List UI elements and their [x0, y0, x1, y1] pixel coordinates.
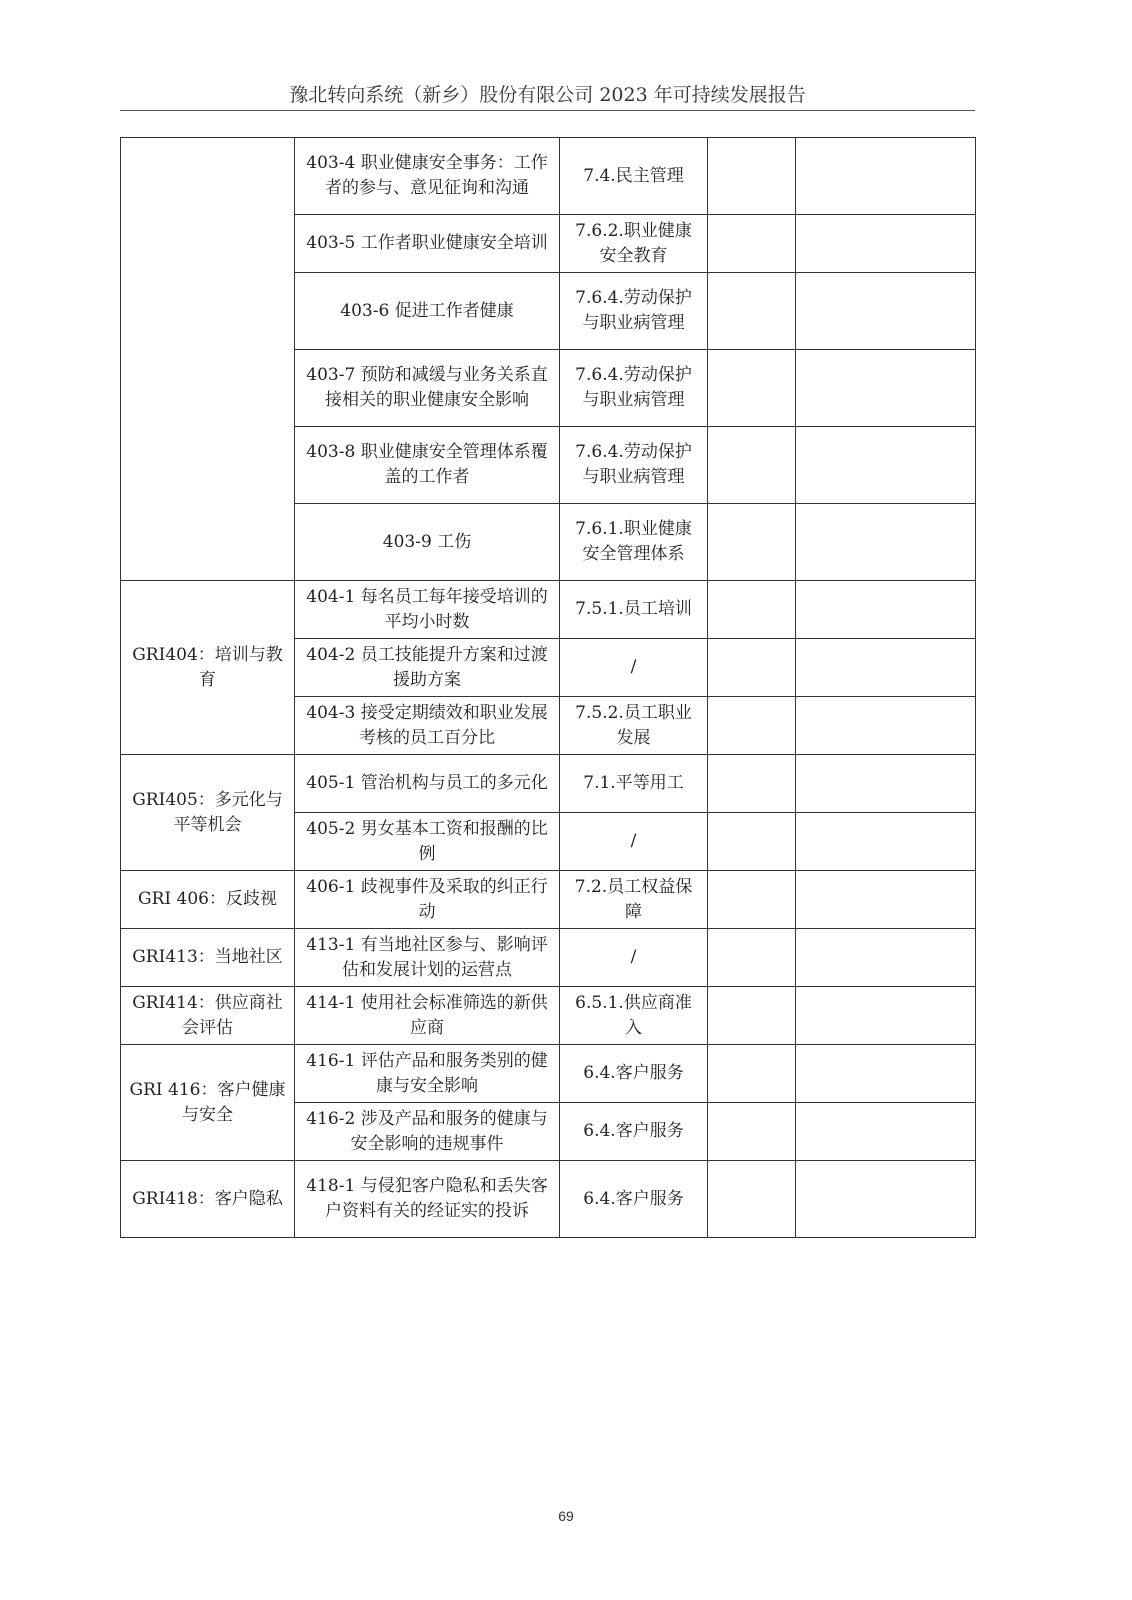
- empty-cell: [796, 1045, 976, 1103]
- empty-cell: [796, 639, 976, 697]
- empty-cell: [796, 581, 976, 639]
- section-cell: 7.6.4.劳动保护与职业病管理: [560, 273, 708, 350]
- table-row: [121, 581, 976, 639]
- report-header-title: 豫北转向系统（新乡）股份有限公司 2023 年可持续发展报告: [289, 84, 806, 106]
- empty-cell: [708, 697, 796, 755]
- empty-cell: [796, 755, 976, 813]
- gri-index-table: [120, 137, 976, 1238]
- empty-cell: [796, 350, 976, 427]
- category-cell: GRI418：客户隐私: [121, 1161, 295, 1238]
- disclosure-cell: 404-3 接受定期绩效和职业发展考核的员工百分比: [295, 697, 560, 755]
- empty-cell: [796, 697, 976, 755]
- disclosure-cell: 416-1 评估产品和服务类别的健康与安全影响: [295, 1045, 560, 1103]
- section-cell: /: [560, 929, 708, 987]
- table-row: [121, 1161, 976, 1238]
- section-cell: 7.2.员工权益保障: [560, 871, 708, 929]
- empty-cell: [796, 215, 976, 273]
- empty-cell: [708, 350, 796, 427]
- table-row: [121, 138, 976, 215]
- disclosure-cell: 413-1 有当地社区参与、影响评估和发展计划的运营点: [295, 929, 560, 987]
- section-cell: 7.6.4.劳动保护与职业病管理: [560, 427, 708, 504]
- disclosure-cell: 418-1 与侵犯客户隐私和丢失客户资料有关的经证实的投诉: [295, 1161, 560, 1238]
- section-cell: 7.5.1.员工培训: [560, 581, 708, 639]
- empty-cell: [708, 987, 796, 1045]
- empty-cell: [708, 1045, 796, 1103]
- section-cell: 6.4.客户服务: [560, 1103, 708, 1161]
- section-cell: 7.6.4.劳动保护与职业病管理: [560, 350, 708, 427]
- section-cell: 6.4.客户服务: [560, 1045, 708, 1103]
- empty-cell: [796, 1161, 976, 1238]
- section-cell: 7.6.1.职业健康安全管理体系: [560, 504, 708, 581]
- empty-cell: [796, 427, 976, 504]
- section-cell: 6.5.1.供应商准入: [560, 987, 708, 1045]
- table-row: [121, 929, 976, 987]
- category-cell: GRI404：培训与教育: [121, 581, 295, 755]
- disclosure-cell: 403-6 促进工作者健康: [295, 273, 560, 350]
- table-row: [121, 871, 976, 929]
- category-cell: GRI405：多元化与平等机会: [121, 755, 295, 871]
- section-cell: 6.4.客户服务: [560, 1161, 708, 1238]
- disclosure-cell: 405-1 管治机构与员工的多元化: [295, 755, 560, 813]
- disclosure-cell: 404-1 每名员工每年接受培训的平均小时数: [295, 581, 560, 639]
- disclosure-cell: 403-7 预防和减缓与业务关系直接相关的职业健康安全影响: [295, 350, 560, 427]
- empty-cell: [708, 138, 796, 215]
- disclosure-cell: 403-5 工作者职业健康安全培训: [295, 215, 560, 273]
- section-cell: 7.6.2.职业健康安全教育: [560, 215, 708, 273]
- disclosure-cell: 403-9 工伤: [295, 504, 560, 581]
- category-cell: GRI413：当地社区: [121, 929, 295, 987]
- disclosure-cell: 406-1 歧视事件及采取的纠正行动: [295, 871, 560, 929]
- table-row: [121, 755, 976, 813]
- header-divider: [120, 110, 975, 111]
- empty-cell: [796, 929, 976, 987]
- empty-cell: [796, 1103, 976, 1161]
- empty-cell: [708, 1161, 796, 1238]
- empty-cell: [708, 871, 796, 929]
- table-row: [121, 987, 976, 1045]
- empty-cell: [708, 639, 796, 697]
- empty-cell: [796, 813, 976, 871]
- empty-cell: [708, 504, 796, 581]
- disclosure-cell: 404-2 员工技能提升方案和过渡援助方案: [295, 639, 560, 697]
- disclosure-cell: 416-2 涉及产品和服务的健康与安全影响的违规事件: [295, 1103, 560, 1161]
- section-cell: 7.5.2.员工职业发展: [560, 697, 708, 755]
- empty-cell: [708, 929, 796, 987]
- disclosure-cell: 414-1 使用社会标准筛选的新供应商: [295, 987, 560, 1045]
- empty-cell: [708, 215, 796, 273]
- empty-cell: [708, 813, 796, 871]
- disclosure-cell: 405-2 男女基本工资和报酬的比例: [295, 813, 560, 871]
- empty-cell: [708, 755, 796, 813]
- empty-cell: [708, 1103, 796, 1161]
- disclosure-cell: 403-4 职业健康安全事务：工作者的参与、意见征询和沟通: [295, 138, 560, 215]
- category-cell: [121, 138, 295, 581]
- empty-cell: [708, 427, 796, 504]
- category-cell: GRI 406：反歧视: [121, 871, 295, 929]
- section-cell: 7.1.平等用工: [560, 755, 708, 813]
- category-cell: GRI414：供应商社会评估: [121, 987, 295, 1045]
- page-number: 69: [558, 1508, 574, 1524]
- empty-cell: [796, 504, 976, 581]
- empty-cell: [796, 273, 976, 350]
- section-cell: 7.4.民主管理: [560, 138, 708, 215]
- section-cell: /: [560, 639, 708, 697]
- empty-cell: [708, 581, 796, 639]
- empty-cell: [796, 987, 976, 1045]
- empty-cell: [796, 138, 976, 215]
- empty-cell: [708, 273, 796, 350]
- empty-cell: [796, 871, 976, 929]
- section-cell: /: [560, 813, 708, 871]
- table-row: [121, 1045, 976, 1103]
- disclosure-cell: 403-8 职业健康安全管理体系覆盖的工作者: [295, 427, 560, 504]
- category-cell: GRI 416：客户健康与安全: [121, 1045, 295, 1161]
